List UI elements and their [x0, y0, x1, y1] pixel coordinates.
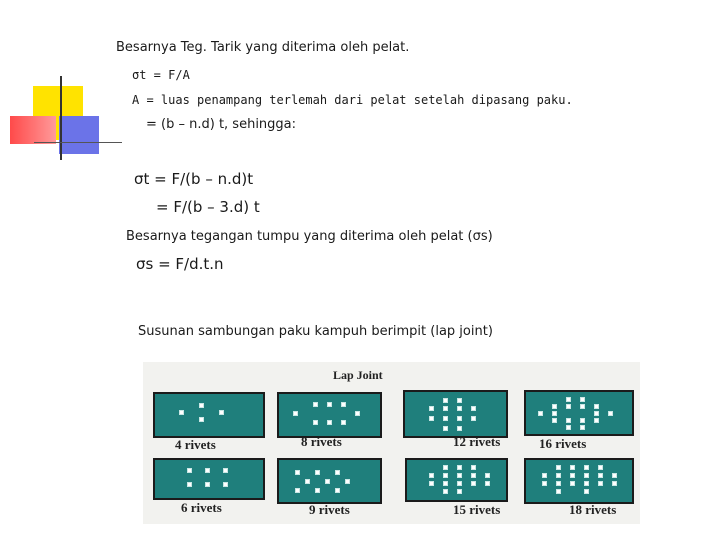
rivet — [580, 425, 585, 430]
plate-15-rivets — [405, 458, 508, 502]
rivet — [443, 473, 448, 478]
rivet — [315, 470, 320, 475]
rivet — [566, 425, 571, 430]
caption-9-rivets: 9 rivets — [309, 502, 350, 517]
formula-sigma-t-3d: = F/(b – 3.d) t — [156, 198, 260, 216]
rivet — [580, 404, 585, 409]
rivet — [580, 418, 585, 423]
rivet — [471, 406, 476, 411]
formula-sigma-s: σs = F/d.t.n — [136, 255, 224, 273]
rivet — [566, 404, 571, 409]
decor-vertical-line — [60, 76, 62, 160]
rivet — [443, 489, 448, 494]
rivet — [457, 481, 462, 486]
plate-16-rivets — [524, 390, 634, 436]
rivet — [443, 465, 448, 470]
rivet — [608, 411, 613, 416]
plate-9-rivets — [277, 458, 382, 504]
rivet — [542, 473, 547, 478]
rivet — [325, 479, 330, 484]
rivet — [598, 481, 603, 486]
rivet — [429, 406, 434, 411]
rivet — [485, 481, 490, 486]
rivet — [327, 402, 332, 407]
rivet — [457, 398, 462, 403]
caption-16-rivets: 16 rivets — [539, 436, 587, 451]
rivet — [327, 420, 332, 425]
rivet — [457, 465, 462, 470]
plate-18-rivets — [524, 458, 634, 504]
decor-blue-square — [59, 116, 99, 154]
plate-4-rivets — [153, 392, 265, 438]
rivet — [341, 420, 346, 425]
rivet — [457, 426, 462, 431]
rivet — [199, 403, 204, 408]
rivet — [552, 411, 557, 416]
rivet — [538, 411, 543, 416]
rivet — [552, 404, 557, 409]
rivet — [293, 411, 298, 416]
caption-4-rivets: 4 rivets — [175, 437, 216, 452]
rivet — [612, 473, 617, 478]
area-definition: A = luas penampang terlemah dari pelat setelah dipasang paku. — [132, 93, 573, 107]
rivet — [594, 404, 599, 409]
rivet — [179, 410, 184, 415]
formula-sigma-t: σt = F/A — [132, 68, 190, 82]
lap-joint-caption: Susunan sambungan paku kampuh berimpit (lap joint) — [138, 324, 493, 339]
rivet — [457, 406, 462, 411]
plate-12-rivets — [403, 390, 508, 438]
rivet — [429, 416, 434, 421]
rivet — [313, 420, 318, 425]
rivet — [471, 481, 476, 486]
caption-8-rivets: 8 rivets — [301, 434, 342, 449]
rivet — [570, 465, 575, 470]
rivet — [295, 488, 300, 493]
rivet — [305, 479, 310, 484]
rivet — [566, 418, 571, 423]
rivet — [443, 426, 448, 431]
rivet — [566, 397, 571, 402]
rivet — [223, 482, 228, 487]
tensile-stress-intro: Besarnya Teg. Tarik yang diterima oleh pelat. — [116, 40, 410, 55]
plate-8-rivets — [277, 392, 382, 438]
rivet — [457, 473, 462, 478]
rivet — [594, 418, 599, 423]
rivet — [552, 418, 557, 423]
rivet — [556, 489, 561, 494]
rivet — [584, 489, 589, 494]
rivet — [580, 397, 585, 402]
rivet — [556, 465, 561, 470]
rivet — [570, 473, 575, 478]
rivet — [570, 481, 575, 486]
rivet — [313, 402, 318, 407]
rivet — [187, 482, 192, 487]
rivet — [429, 473, 434, 478]
lap-joint-figure — [143, 362, 640, 524]
rivet — [335, 470, 340, 475]
formula-sigma-t-net: σt = F/(b – n.d)t — [134, 170, 254, 188]
rivet — [471, 473, 476, 478]
area-formula: = (b – n.d) t, sehingga: — [146, 117, 297, 132]
rivet — [205, 482, 210, 487]
caption-6-rivets: 6 rivets — [181, 500, 222, 515]
rivet — [471, 465, 476, 470]
rivet — [341, 402, 346, 407]
rivet — [556, 481, 561, 486]
rivet — [443, 481, 448, 486]
rivet — [612, 481, 617, 486]
bearing-stress-intro: Besarnya tegangan tumpu yang diterima oleh pelat (σs) — [126, 229, 493, 244]
rivet — [556, 473, 561, 478]
rivet — [219, 410, 224, 415]
figure-title: Lap Joint — [333, 368, 383, 382]
decor-horizontal-line — [34, 142, 122, 143]
plate-6-rivets — [153, 458, 265, 500]
rivet — [199, 417, 204, 422]
rivet — [443, 406, 448, 411]
rivet — [457, 416, 462, 421]
rivet — [429, 481, 434, 486]
rivet — [485, 473, 490, 478]
rivet — [345, 479, 350, 484]
rivet — [295, 470, 300, 475]
caption-12-rivets: 12 rivets — [453, 434, 501, 449]
rivet — [598, 473, 603, 478]
rivet — [205, 468, 210, 473]
rivet — [584, 473, 589, 478]
rivet — [471, 416, 476, 421]
rivet — [542, 481, 547, 486]
decor-red-square — [10, 116, 56, 144]
rivet — [598, 465, 603, 470]
rivet — [594, 411, 599, 416]
rivet — [584, 481, 589, 486]
rivet — [443, 416, 448, 421]
rivet — [315, 488, 320, 493]
rivet — [187, 468, 192, 473]
rivet — [584, 465, 589, 470]
rivet — [223, 468, 228, 473]
caption-15-rivets: 15 rivets — [453, 502, 501, 517]
caption-18-rivets: 18 rivets — [569, 502, 617, 517]
rivet — [335, 488, 340, 493]
rivet — [457, 489, 462, 494]
rivet — [443, 398, 448, 403]
rivet — [355, 411, 360, 416]
